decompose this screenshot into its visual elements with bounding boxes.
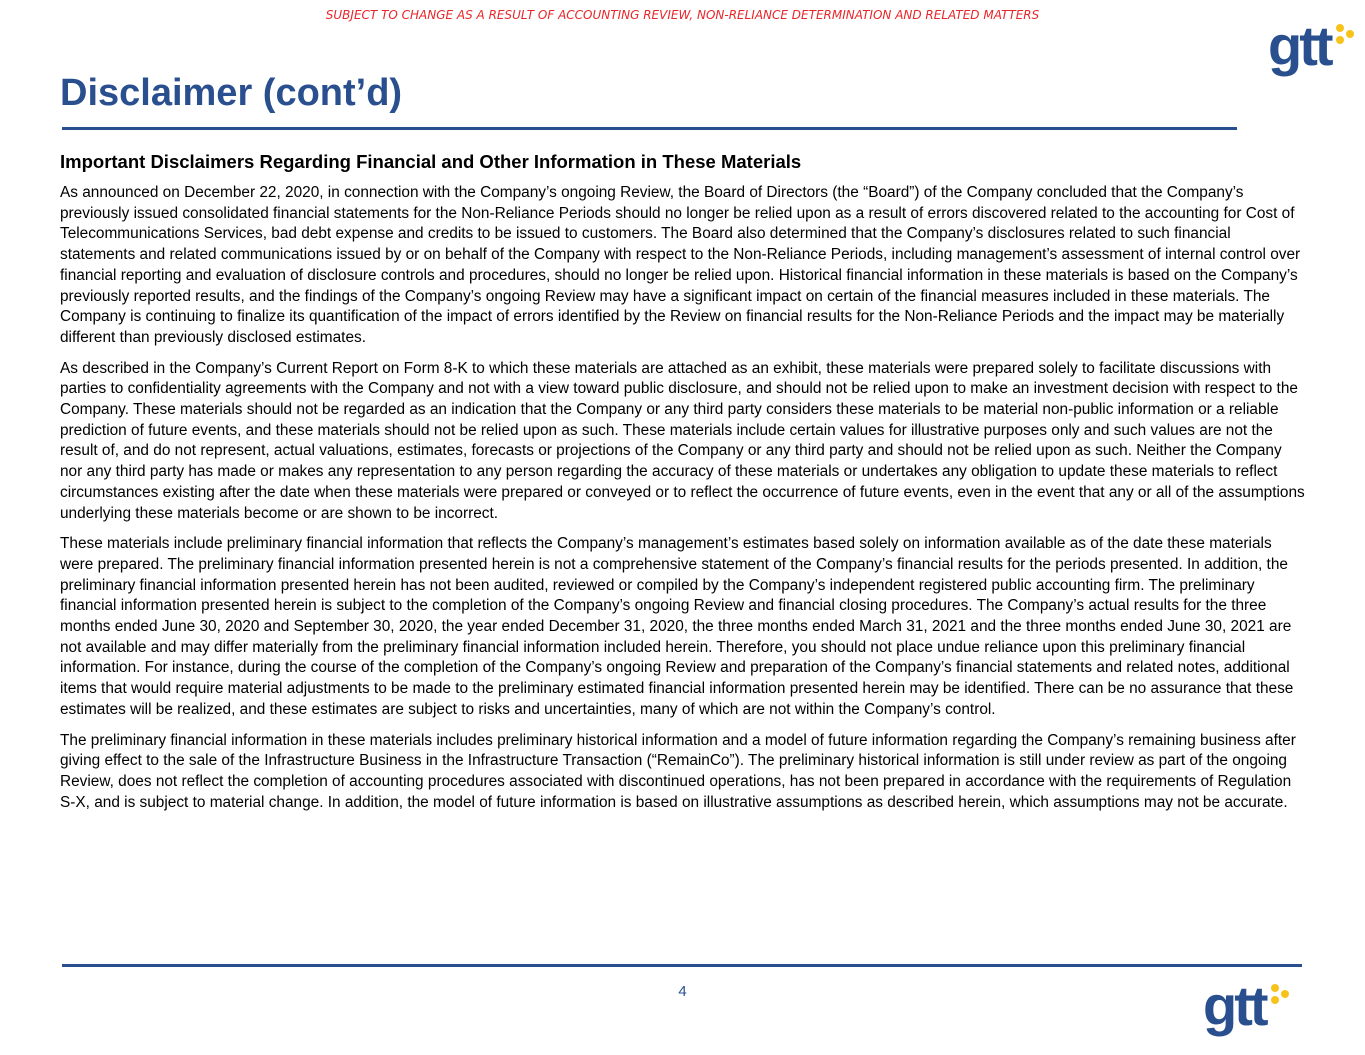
footer-divider — [62, 964, 1302, 967]
logo-wordmark: gtt — [1203, 974, 1266, 1037]
review-banner: SUBJECT TO CHANGE AS A RESULT OF ACCOUNTING REVIEW, NON-RELIANCE DETERMINATION AND RELATED MATTERS — [325, 8, 1040, 22]
paragraph-form-8k: As described in the Company’s Current Report on Form 8-K to which these materials are attached as an exhibit, these materials were prepared solely to facilitate discussions with parties to confidentiality agreements with the Company and not with a view toward public disclosure, and should not be relied upon to make an investment decision with respect to the Company. These materials should not be regarded as an indication that the Company or any third party considers these materials to be material non-public information or a reliable prediction of future events, and these materials should not be relied upon as such. These materials include certain values for illustrative purposes only and such values are not the result of, and do not represent, actual valuations, estimates, forecasts or projections of the Company or any third party and should not be relied upon as such. Neither the Company nor any third party has made or makes any representation to any person regarding the accuracy of these materials or undertakes any obligation to update these materials to reflect circumstances existing after the date when these materials were prepared or conveyed or to reflect the occurrence of future events, even in the event that any or all of the assumptions underlying these materials become or are shown to be incorrect. — [60, 359, 1305, 522]
paragraph-non-reliance: As announced on December 22, 2020, in connection with the Company’s ongoing Review, the Board of Directors (the “Board”) of the Company concluded that the Company’s previously issued consolidated financial statements for the Non-Reliance Periods should no longer be relied upon as a result of errors discovered related to the accounting for Cost of Telecommunications Services, bad debt expense and credits to be issued to customers. The Board also determined that the Company’s disclosures related to such financial statements and related communications issued by or on behalf of the Company with respect to the Non-Reliance Periods, including management’s assessment of internal control over financial reporting and evaluation of disclosure controls and procedures, should no longer be relied upon. Historical financial information in these materials is based on the Company’s previously reported results, and the findings of the Company’s ongoing Review may have a significant impact on certain of the financial measures included in these materials. The Company is continuing to finalize its quantification of the impact of errors identified by the Review on financial results for the Non-Reliance Periods and the impact may be materially different than previously disclosed estimates. — [60, 184, 1301, 346]
disclaimer-body — [60, 150, 1305, 823]
page-number: 4 — [678, 983, 687, 1000]
logo-wordmark: gtt — [1268, 14, 1331, 77]
paragraph-preliminary-info: These materials include preliminary financial information that reflects the Company’s management’s estimates based solely on information available as of the date these materials were prepared. The preliminary financial information presented herein is not a comprehensive statement of the Company’s financial results for the periods presented. In addition, the preliminary financial information presented herein has not been audited, reviewed or compiled by the Company’s independent registered public accounting firm. The preliminary financial information presented herein is subject to the completion of the Company’s ongoing Review and financial closing procedures. The Company’s actual results for the three months ended June 30, 2020 and September 30, 2020, the year ended December 31, 2020, the three months ended March 31, 2021 and the three months ended June 30, 2021 are not available and may differ materially from the preliminary financial information included herein. Therefore, you should not place undue reliance upon this preliminary financial information. For instance, during the course of the completion of the Company’s ongoing Review and preparation of the Company’s financial statements and related notes, additional items that would require material adjustments to be made to the preliminary estimated financial information presented herein may be identified. There can be no assurance that these estimates will be realized, and these estimates are subject to risks and uncertainties, many of which are not within the Company’s control. — [60, 535, 1294, 718]
gtt-logo-bottom — [1203, 974, 1266, 1037]
paragraph-remainco: The preliminary financial information in these materials includes preliminary historical information and a model of future information regarding the Company’s remaining business after giving effect to the sale of the Infrastructure Business in the Infrastructure Transaction (“RemainCo”). The preliminary historical information is still under review as part of the ongoing Review, does not reflect the completion of accounting procedures associated with discontinued operations, has not been prepared in accordance with the requirements of Regulation S-X, and is subject to material change. In addition, the model of future information is based on illustrative assumptions as described herein, which assumptions may not be accurate. — [60, 731, 1296, 811]
title-divider — [62, 127, 1237, 130]
section-heading: Important Disclaimers Regarding Financial and Other Information in These Materials — [60, 151, 802, 172]
gtt-logo-top — [1268, 14, 1331, 77]
page-title: Disclaimer (cont’d) — [60, 72, 403, 114]
